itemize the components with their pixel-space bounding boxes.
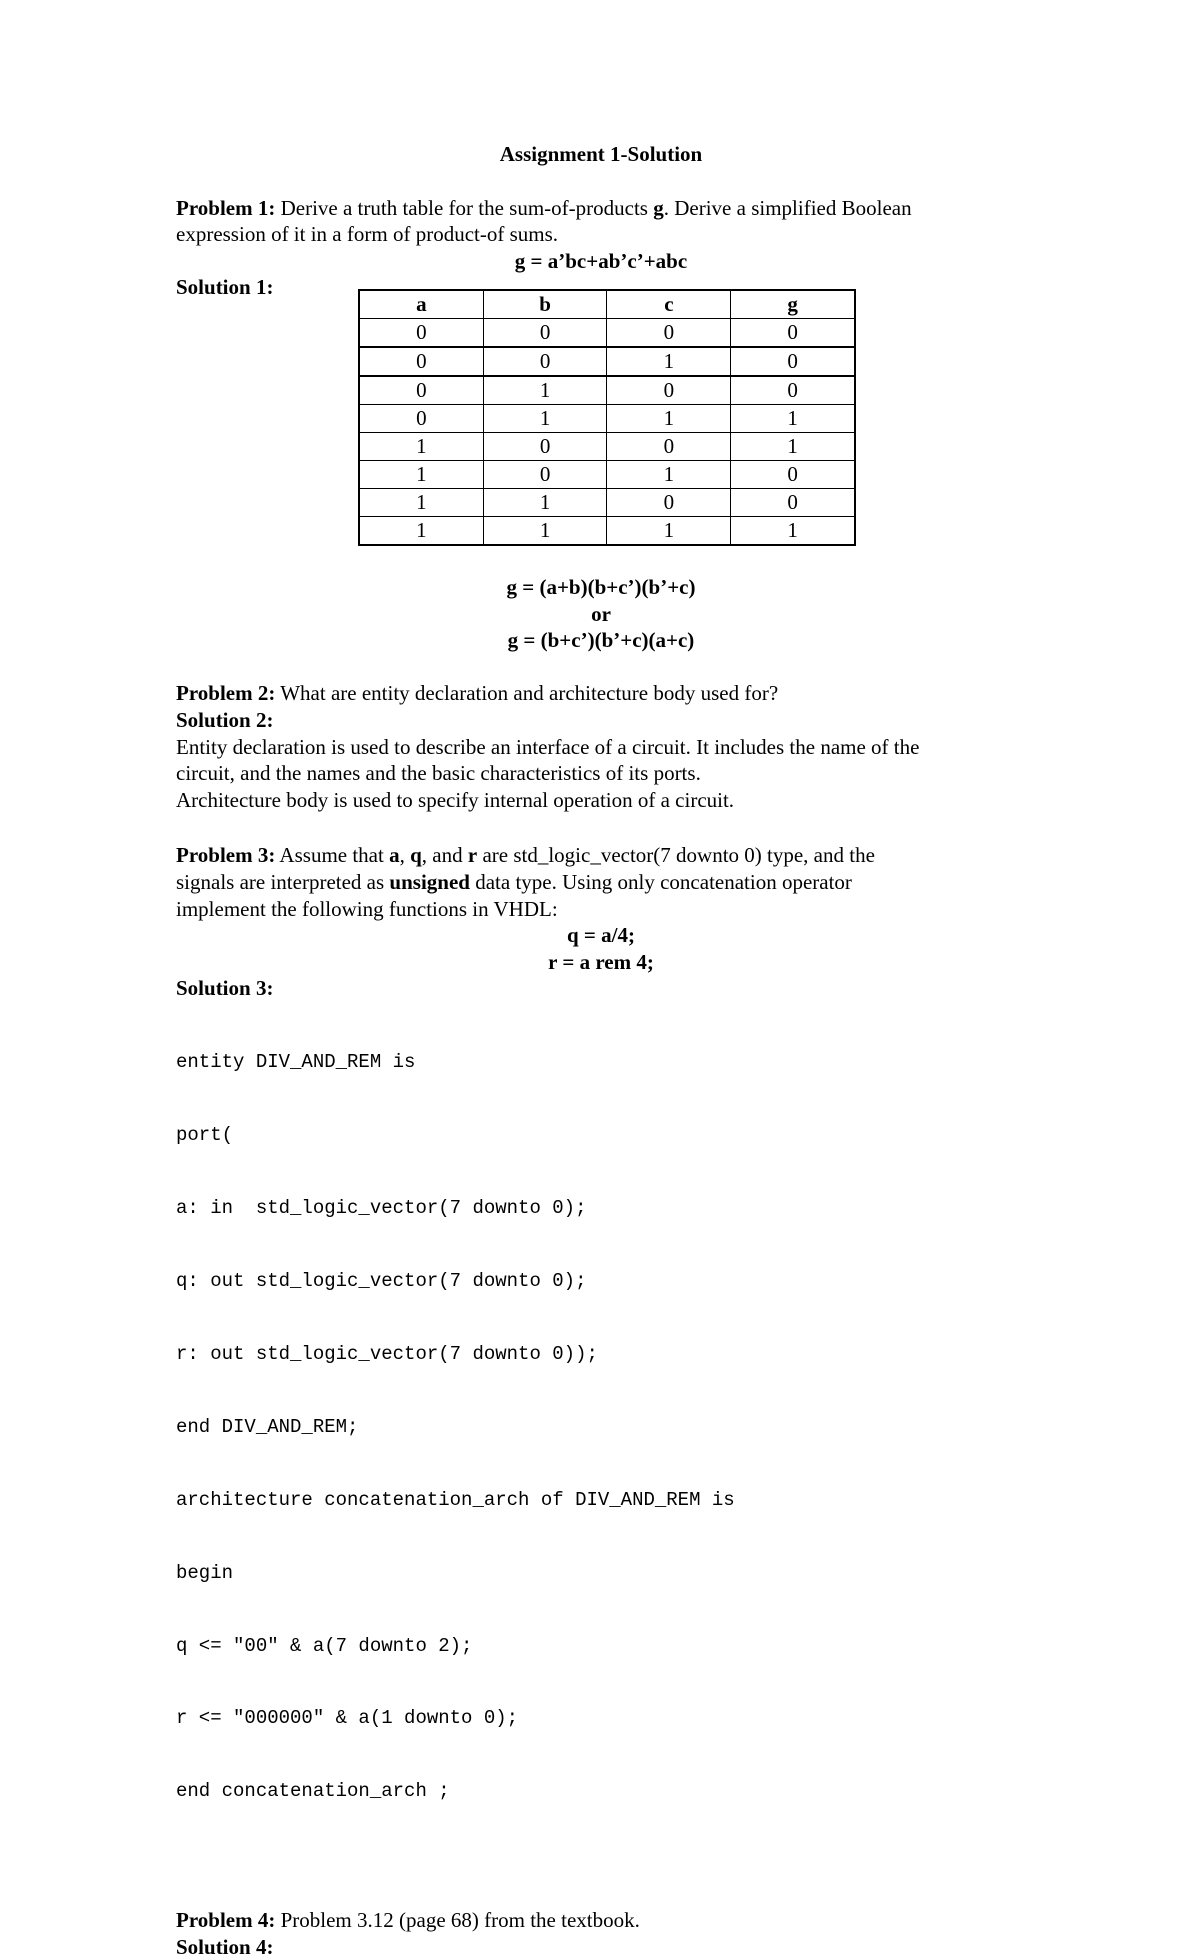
solution-2-label: Solution 2: xyxy=(176,707,274,732)
problem-3-r: r xyxy=(467,843,478,868)
solution-2-para1-line1: Entity declaration is used to describe an interface of a circuit. It includes the name of the xyxy=(176,734,920,759)
table-cell: 0 xyxy=(607,376,731,405)
problem-3-unsigned: unsigned xyxy=(389,869,470,894)
table-row xyxy=(359,347,855,376)
code-line: a: in std_logic_vector(7 downto 0); xyxy=(176,1197,587,1220)
table-row xyxy=(359,376,855,405)
solution-4-label: Solution 4: xyxy=(176,1934,274,1959)
table-cell: 0 xyxy=(359,404,483,432)
problem-4-text: Problem 3.12 (page 68) from the textbook. xyxy=(275,1908,640,1933)
problem-4-label: Problem 4: xyxy=(176,1908,276,1933)
table-cell: 1 xyxy=(607,404,731,432)
problem-3-formula-q: q = a/4; xyxy=(567,923,635,948)
problem-3-t2: , and xyxy=(421,843,468,868)
table-cell: 0 xyxy=(731,460,855,488)
table-cell: 0 xyxy=(731,488,855,516)
table-cell: 1 xyxy=(731,404,855,432)
table-row xyxy=(359,404,855,432)
table-cell: 0 xyxy=(731,376,855,405)
problem-2-label: Problem 2: xyxy=(176,681,276,706)
problem-2-text: What are entity declaration and architecture body used for? xyxy=(275,681,779,706)
truth-table-header-cell: b xyxy=(483,290,607,319)
problem-3-a: a xyxy=(389,843,400,868)
code-line: port( xyxy=(176,1124,234,1147)
problem-1-text-b: . Derive a simplified Boolean xyxy=(663,195,912,220)
table-cell: 1 xyxy=(483,376,607,405)
problem-3-line1 xyxy=(176,842,1026,869)
problem-1-line2: expression of it in a form of product-of sums. xyxy=(176,222,559,247)
code-line: architecture concatenation_arch of DIV_AND_REM is xyxy=(176,1488,735,1511)
table-cell: 1 xyxy=(483,516,607,545)
problem-3-line2 xyxy=(176,869,1026,896)
problem-1-formula: g = a’bc+ab’c’+abc xyxy=(514,248,688,273)
table-cell: 0 xyxy=(359,347,483,376)
truth-table-header xyxy=(359,290,855,319)
table-cell: 1 xyxy=(607,347,731,376)
problem-3-l2b: data type. Using only concatenation operator xyxy=(469,869,852,894)
table-cell: 0 xyxy=(359,318,483,347)
solution-2-para1-line2: circuit, and the names and the basic characteristics of its ports. xyxy=(176,761,701,786)
problem-4 xyxy=(176,1907,1026,1934)
code-line: r: out std_logic_vector(7 downto 0)); xyxy=(176,1343,598,1366)
problem-3-q: q xyxy=(410,843,422,868)
table-cell: 1 xyxy=(359,432,483,460)
problem-3-comma: , xyxy=(399,843,411,868)
table-cell: 0 xyxy=(731,318,855,347)
table-row xyxy=(359,516,855,545)
code-line: entity DIV_AND_REM is xyxy=(176,1051,416,1074)
problem-3-t3: are std_logic_vector(7 downto 0) type, and the xyxy=(477,843,875,868)
table-cell: 1 xyxy=(731,516,855,545)
problem-2 xyxy=(176,680,1026,707)
solution-1-label: Solution 1: xyxy=(176,275,274,300)
table-cell: 1 xyxy=(731,432,855,460)
truth-table xyxy=(358,289,856,546)
table-cell: 0 xyxy=(483,318,607,347)
problem-1-g: g xyxy=(653,195,664,220)
page-title: Assignment 1-Solution xyxy=(499,142,703,166)
table-cell: 0 xyxy=(607,432,731,460)
table-cell: 0 xyxy=(359,376,483,405)
problem-3-l2a: signals are interpreted as xyxy=(176,869,390,894)
table-row xyxy=(359,318,855,347)
table-cell: 1 xyxy=(359,516,483,545)
code-line: end DIV_AND_REM; xyxy=(176,1415,359,1438)
table-row xyxy=(359,460,855,488)
table-cell: 0 xyxy=(483,347,607,376)
problem-1-label: Problem 1: xyxy=(176,195,276,220)
vhdl-code-block xyxy=(176,1002,1026,1852)
table-cell: 0 xyxy=(731,347,855,376)
problem-1 xyxy=(176,195,1026,222)
solution-1-eq1: g = (a+b)(b+c’)(b’+c) xyxy=(506,574,696,599)
document-page xyxy=(176,141,1026,1960)
solution-2-para2: Architecture body is used to specify internal operation of a circuit. xyxy=(176,787,735,812)
problem-3-t1: Assume that xyxy=(275,843,390,868)
problem-3-formula-r: r = a rem 4; xyxy=(548,949,654,974)
code-line: q: out std_logic_vector(7 downto 0); xyxy=(176,1270,587,1293)
truth-table-header-cell: a xyxy=(359,290,483,319)
problem-3-label: Problem 3: xyxy=(176,843,276,868)
table-row xyxy=(359,488,855,516)
code-line: q <= "00" & a(7 downto 2); xyxy=(176,1634,473,1657)
table-row xyxy=(359,432,855,460)
truth-table-header-cell: g xyxy=(731,290,855,319)
table-cell: 1 xyxy=(359,488,483,516)
table-cell: 0 xyxy=(607,318,731,347)
code-line: end concatenation_arch ; xyxy=(176,1780,450,1803)
table-cell: 0 xyxy=(483,432,607,460)
table-cell: 0 xyxy=(483,460,607,488)
truth-table-header-cell: c xyxy=(607,290,731,319)
code-line: begin xyxy=(176,1561,234,1584)
problem-3-line3: implement the following functions in VHDL: xyxy=(176,896,558,921)
table-cell: 1 xyxy=(483,404,607,432)
table-cell: 1 xyxy=(359,460,483,488)
table-cell: 0 xyxy=(607,488,731,516)
problem-1-text-a: Derive a truth table for the sum-of-products xyxy=(275,195,654,220)
table-cell: 1 xyxy=(607,460,731,488)
solution-1-eq2: g = (b+c’)(b’+c)(a+c) xyxy=(507,628,695,653)
table-cell: 1 xyxy=(607,516,731,545)
solution-1-or: or xyxy=(591,601,611,626)
table-cell: 1 xyxy=(483,488,607,516)
solution-3-label: Solution 3: xyxy=(176,976,274,1001)
code-line: r <= "000000" & a(1 downto 0); xyxy=(176,1707,519,1730)
